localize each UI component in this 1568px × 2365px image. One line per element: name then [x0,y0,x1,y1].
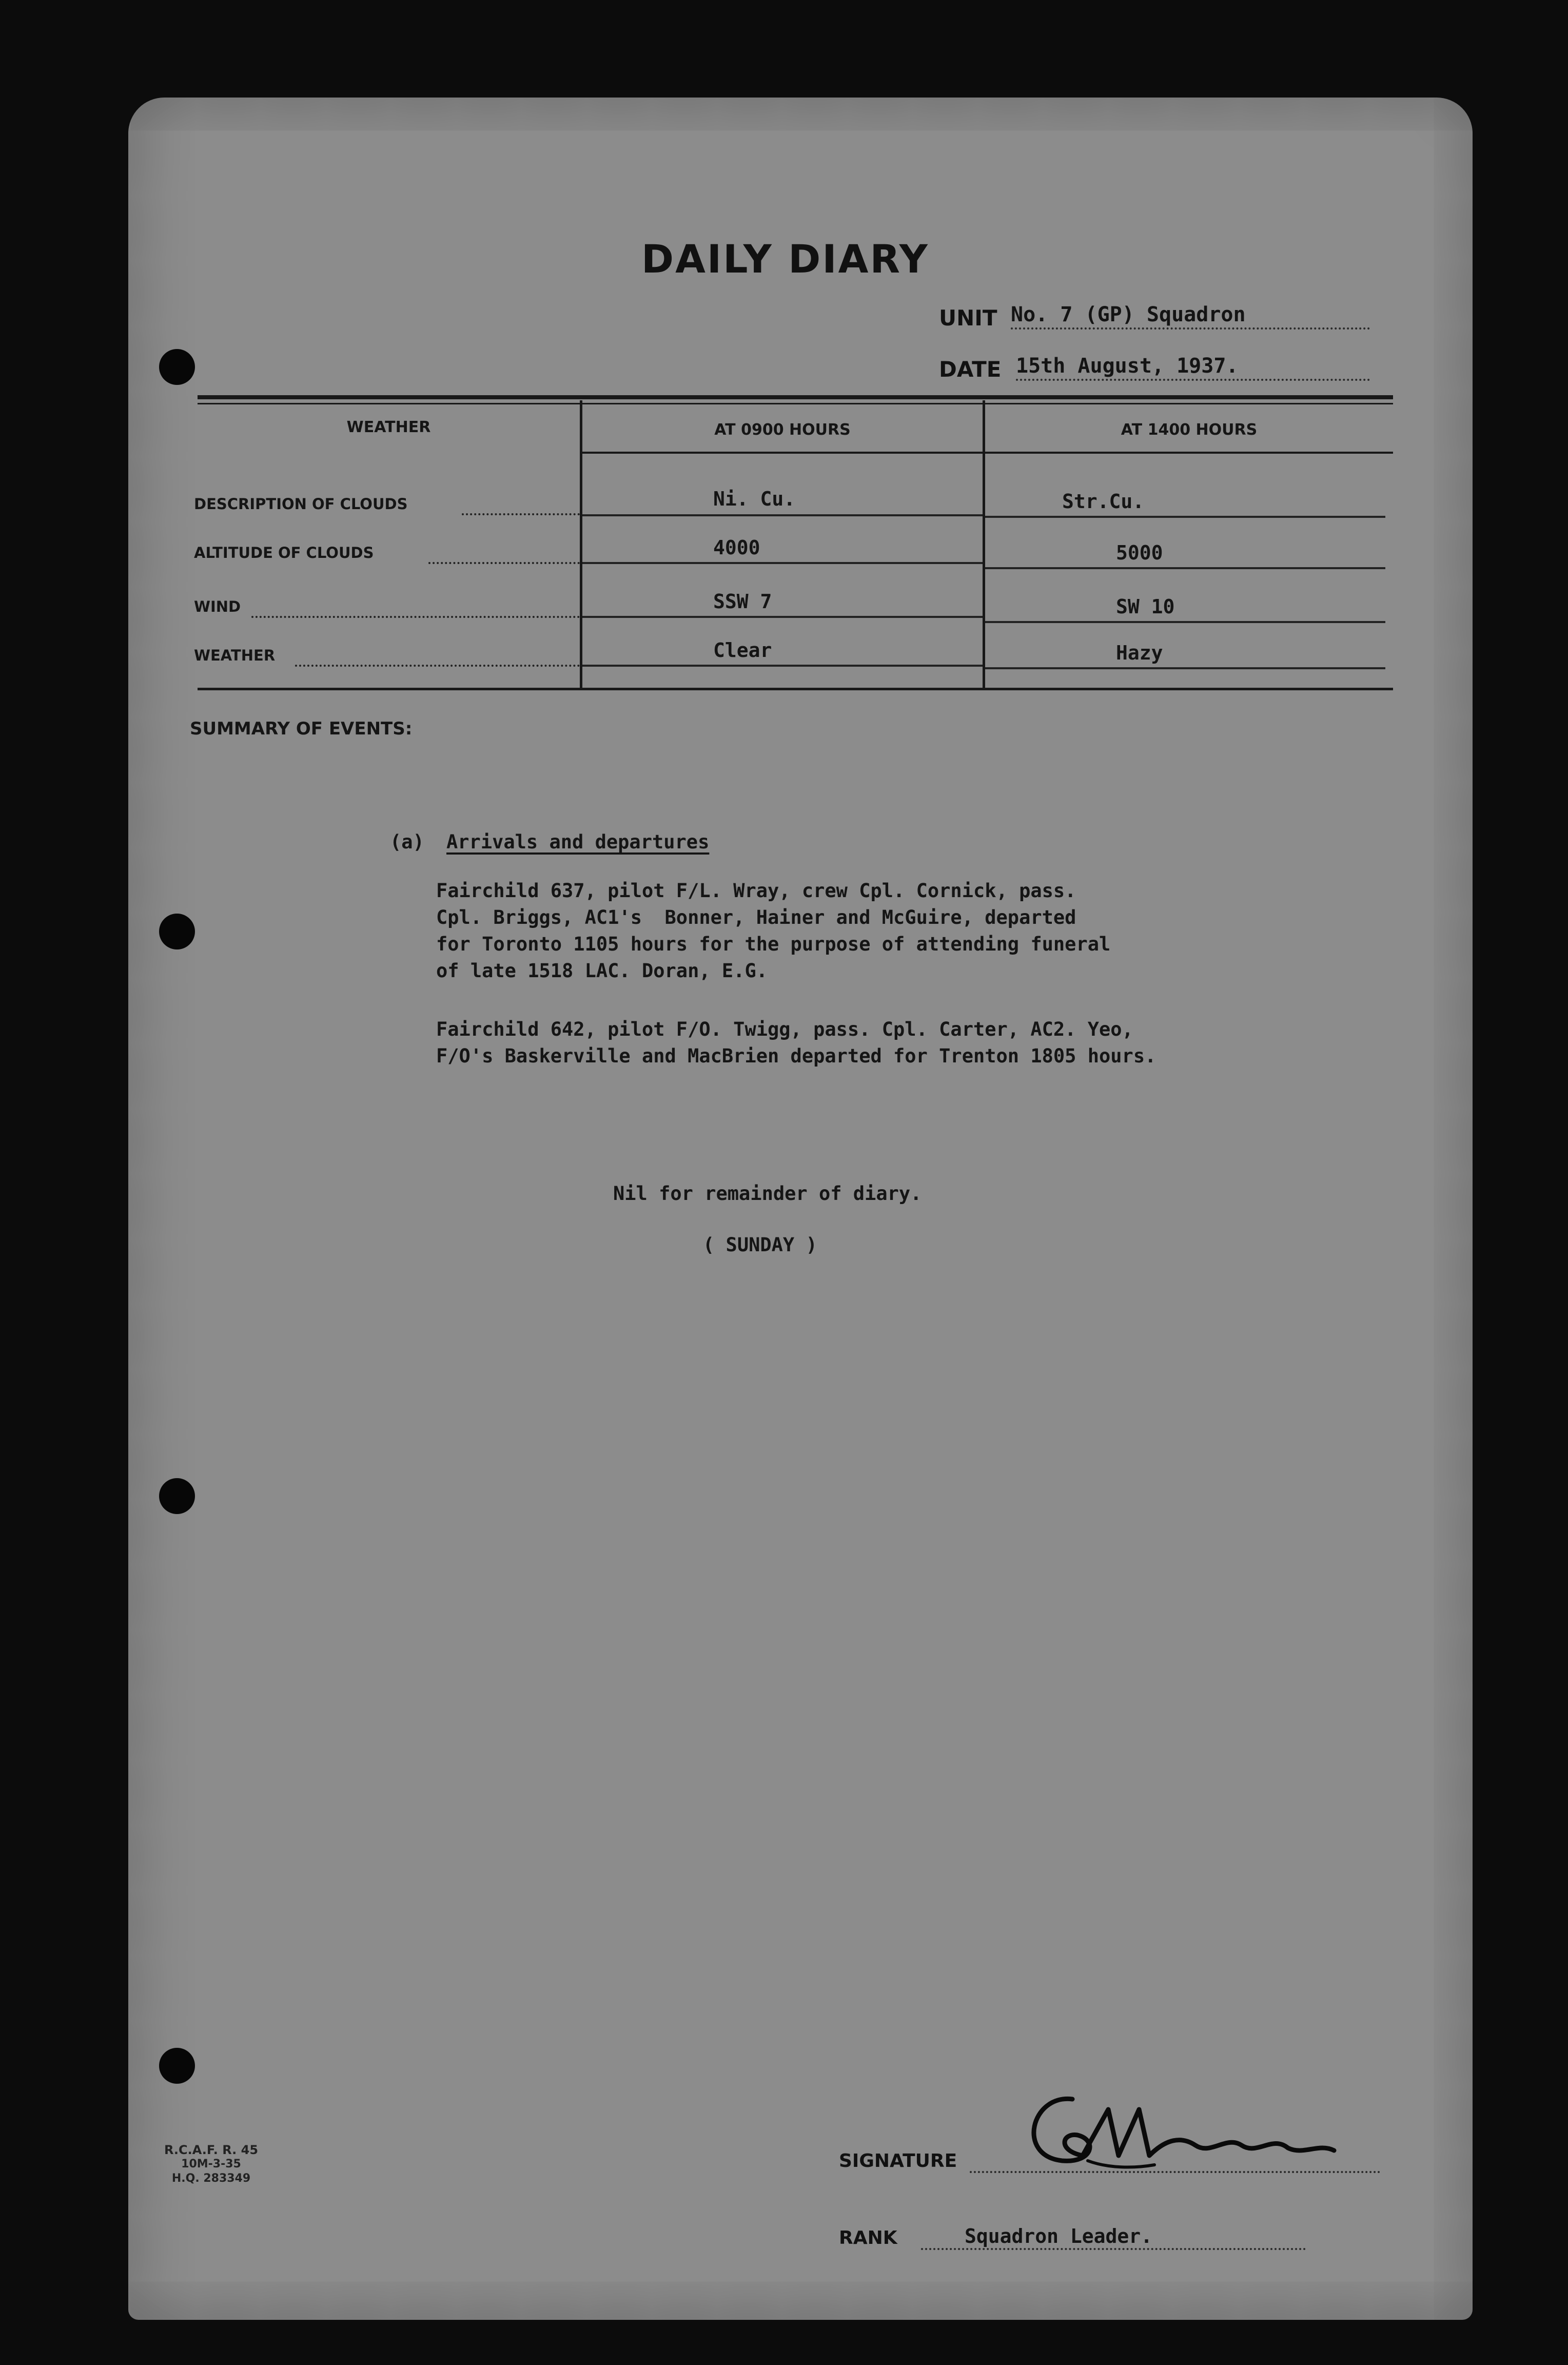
altitude-1400: 5000 [1116,541,1163,564]
header-weather: WEATHER [346,418,431,436]
rank-value: Squadron Leader. [965,2225,1153,2247]
row-label-clouds: DESCRIPTION OF CLOUDS [194,495,408,513]
table-top-rule [198,395,1393,399]
clouds-1400: Str.Cu. [1062,490,1145,513]
table-bottom-rule [198,688,1393,690]
punch-hole [159,914,195,949]
rank-line [921,2248,1306,2250]
weather-0900: Clear [713,639,772,662]
text-line: Fairchild 642, pilot F/O. Twigg, pass. Cpl. Carter, AC2. Yeo, [436,1018,1133,1040]
row-line [582,514,983,516]
diary-page [128,98,1473,2320]
signature-label: SIGNATURE [839,2150,957,2172]
text-line: F/O's Baskerville and MacBrien departed for Trenton 1805 hours. [436,1045,1157,1067]
row-leader [428,562,580,564]
punch-hole [159,349,195,385]
text-line: of late 1518 LAC. Doran, E.G. [436,960,768,982]
row-line [985,621,1385,623]
altitude-0900: 4000 [713,536,760,559]
table-divider [580,400,582,688]
summary-label: SUMMARY OF EVENTS: [190,719,413,739]
row-line [582,562,983,564]
row-line [582,665,983,667]
signature-image [1001,2079,1360,2192]
wind-1400: SW 10 [1116,595,1175,618]
table-top-rule-thin [198,403,1393,404]
row-line [985,567,1385,569]
punch-hole [159,1478,195,1514]
row-leader [251,616,580,618]
weather-1400: Hazy [1116,642,1163,664]
date-label: DATE [939,357,1002,382]
header-underline [580,452,1393,454]
row-line [985,516,1385,518]
row-leader [462,513,580,515]
form-id-line: H.Q. 283349 [171,2172,251,2185]
row-line [582,616,983,618]
row-line [985,667,1385,669]
row-label-wind: WIND [194,598,241,615]
row-label-weather: WEATHER [194,647,276,664]
date-value: 15th August, 1937. [1016,354,1370,381]
rank-label: RANK [839,2227,897,2248]
clouds-0900: Ni. Cu. [713,488,796,510]
form-id-line: 10M-3-35 [181,2158,241,2170]
closing-note: Nil for remainder of diary. [613,1182,922,1205]
row-label-altitude: ALTITUDE OF CLOUDS [194,544,374,561]
section-marker: (a) [390,831,424,853]
unit-label: UNIT [939,305,997,331]
wind-0900: SSW 7 [713,590,772,613]
header-1400: AT 1400 HOURS [1121,421,1258,439]
punch-hole [159,2048,195,2084]
row-leader [295,665,580,667]
form-identifier [164,2143,258,2186]
text-line: for Toronto 1105 hours for the purpose of attending funeral [436,933,1111,955]
text-line: Cpl. Briggs, AC1's Bonner, Hainer and McGuire, departed [436,906,1076,928]
unit-value: No. 7 (GP) Squadron [1011,303,1370,329]
text-line: Fairchild 637, pilot F/L. Wray, crew Cpl. Cornick, pass. [436,880,1076,902]
header-0900: AT 0900 HOURS [714,421,851,439]
day-note: ( SUNDAY ) [703,1234,817,1256]
section-heading: Arrivals and departures [446,831,710,853]
document-title: DAILY DIARY [641,236,929,282]
form-id-line: R.C.A.F. R. 45 [164,2143,259,2157]
table-divider [983,400,985,688]
